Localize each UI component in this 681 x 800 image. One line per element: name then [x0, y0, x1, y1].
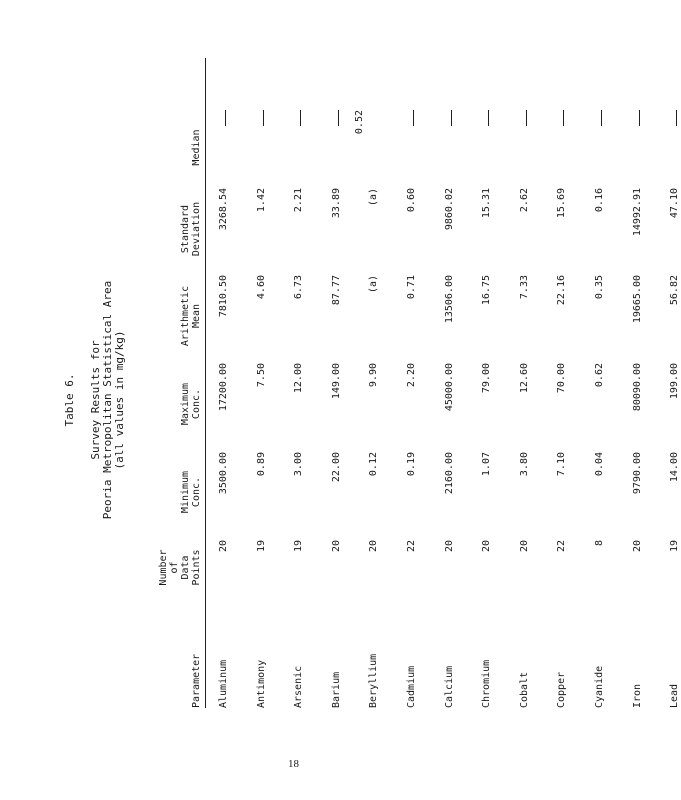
parameter-name: Barium [330, 671, 342, 708]
cell-mean: 56.82 [669, 275, 681, 306]
column-header-line: Parameter [191, 653, 202, 708]
cell-min: 9790.00 [631, 452, 643, 495]
cell-n: 22 [556, 540, 568, 553]
cell-max: 7.50 [255, 363, 267, 388]
cell-mean: 0.71 [406, 275, 417, 300]
median-dash [451, 110, 452, 126]
cell-n: 20 [631, 540, 643, 553]
column-header-line: Arithmetic [180, 285, 191, 347]
column-header-maximum [180, 363, 202, 445]
table-title-line-1: Survey Results for [89, 340, 102, 460]
cell-mean: 0.35 [594, 275, 605, 300]
median-dash [413, 110, 414, 126]
median-dash [338, 110, 339, 126]
cell-std: 15.31 [481, 188, 493, 219]
column-header-line: Conc. [191, 388, 202, 420]
cell-mean: 87.77 [330, 275, 342, 306]
cell-n: 20 [443, 540, 455, 553]
median-dash [225, 110, 226, 126]
cell-n: 19 [255, 540, 267, 553]
median-dash [263, 110, 264, 126]
cell-max: 45000.00 [443, 363, 455, 412]
parameter-name: Antimony [255, 659, 267, 708]
cell-n: 22 [406, 540, 417, 553]
cell-mean: 7810.50 [218, 275, 229, 318]
table-number: Table 6. [63, 373, 76, 427]
cell-n: 19 [293, 540, 305, 553]
cell-std: 2.21 [293, 188, 305, 213]
cell-max: 17200.00 [218, 363, 229, 412]
parameter-name: Chromium [481, 659, 493, 708]
cell-n: 20 [368, 540, 380, 553]
cell-std: 0.60 [406, 188, 417, 213]
column-header-line: Deviation [191, 201, 202, 257]
column-header-line: of [169, 561, 180, 574]
cell-min: 1.07 [481, 452, 493, 477]
cell-min: 22.00 [330, 452, 342, 483]
cell-max: 149.00 [330, 363, 342, 400]
parameter-name: Beryllium [368, 653, 380, 708]
column-header-line: Points [191, 549, 202, 586]
cell-std: 47.10 [669, 188, 681, 219]
cell-std: 33.89 [330, 188, 342, 219]
median-dash [526, 110, 527, 126]
column-header-minimum [180, 452, 202, 532]
cell-std: 2.62 [518, 188, 530, 213]
cell-max: 199.00 [669, 363, 681, 400]
cell-std: 14992.91 [631, 188, 643, 237]
median-dash [488, 110, 489, 126]
cell-mean: 16.75 [481, 275, 493, 306]
column-header-parameter [191, 613, 202, 708]
column-header-line: Standard [180, 204, 191, 254]
column-header-line: Median [191, 129, 202, 166]
cell-min: 14.00 [669, 452, 681, 483]
cell-mean: 7.33 [518, 275, 530, 300]
median-dash [563, 110, 564, 126]
parameter-name: Copper [556, 671, 568, 708]
cell-median: 0.52 [354, 110, 366, 135]
cell-min: 0.04 [594, 452, 605, 477]
column-header-mean [180, 275, 202, 357]
parameter-name: Iron [631, 683, 643, 708]
cell-min: 7.10 [556, 452, 568, 477]
cell-mean: 19665.00 [631, 275, 643, 324]
column-header-line: Data [180, 555, 191, 580]
cell-min: 2160.00 [443, 452, 455, 495]
median-dash [601, 110, 602, 126]
parameter-name: Cobalt [518, 671, 530, 708]
table-title-line-3: (all values in mg/kg) [113, 330, 126, 470]
parameter-name: Calcium [443, 665, 455, 708]
cell-max: 12.60 [518, 363, 530, 394]
cell-std: (a) [368, 188, 380, 207]
cell-min: 0.12 [368, 452, 380, 477]
column-header-line: Minimum [180, 470, 191, 514]
parameter-name: Arsenic [293, 665, 305, 708]
cell-mean: 4.60 [255, 275, 267, 300]
cell-n: 8 [594, 540, 605, 547]
parameter-name: Lead [669, 683, 681, 708]
cell-min: 3.00 [293, 452, 305, 477]
cell-max: 9.90 [368, 363, 380, 388]
median-dash [639, 110, 640, 126]
cell-max: 79.00 [481, 363, 493, 394]
median-dash [300, 110, 301, 126]
cell-mean: 22.16 [556, 275, 568, 306]
header-rule [205, 58, 206, 708]
column-header-line: Maximum [180, 382, 191, 426]
column-header-median [191, 110, 202, 185]
cell-n: 20 [330, 540, 342, 553]
column-header-line: Conc. [191, 476, 202, 508]
parameter-name: Aluminum [218, 659, 229, 708]
cell-min: 3.80 [518, 452, 530, 477]
cell-max: 0.62 [594, 363, 605, 388]
column-header-line: Mean [191, 303, 202, 329]
cell-max: 80090.00 [631, 363, 643, 412]
page-number: 18 [288, 758, 299, 770]
parameter-name: Cyanide [594, 665, 605, 708]
column-header-line: Number [158, 549, 169, 586]
cell-max: 12.00 [293, 363, 305, 394]
cell-n: 19 [669, 540, 681, 553]
cell-std: 15.69 [556, 188, 568, 219]
cell-std: 0.16 [594, 188, 605, 213]
cell-max: 2.20 [406, 363, 417, 388]
cell-min: 0.89 [255, 452, 267, 477]
parameter-name: Cadmium [406, 665, 417, 708]
cell-min: 3500.00 [218, 452, 229, 495]
cell-min: 0.19 [406, 452, 417, 477]
cell-n: 20 [218, 540, 229, 553]
table-title-line-2: Peoria Metropolitan Statistical Area [101, 280, 114, 520]
cell-std: 3268.54 [218, 188, 229, 231]
cell-mean: 13506.00 [443, 275, 455, 324]
cell-n: 20 [481, 540, 493, 553]
median-dash [676, 110, 677, 126]
cell-mean: 6.73 [293, 275, 305, 300]
column-header-data-points [158, 540, 202, 595]
cell-std: 1.42 [255, 188, 267, 213]
column-header-std [180, 188, 202, 270]
cell-mean: (a) [368, 275, 380, 294]
cell-max: 70.00 [556, 363, 568, 394]
cell-n: 20 [518, 540, 530, 553]
cell-std: 9860.02 [443, 188, 455, 231]
